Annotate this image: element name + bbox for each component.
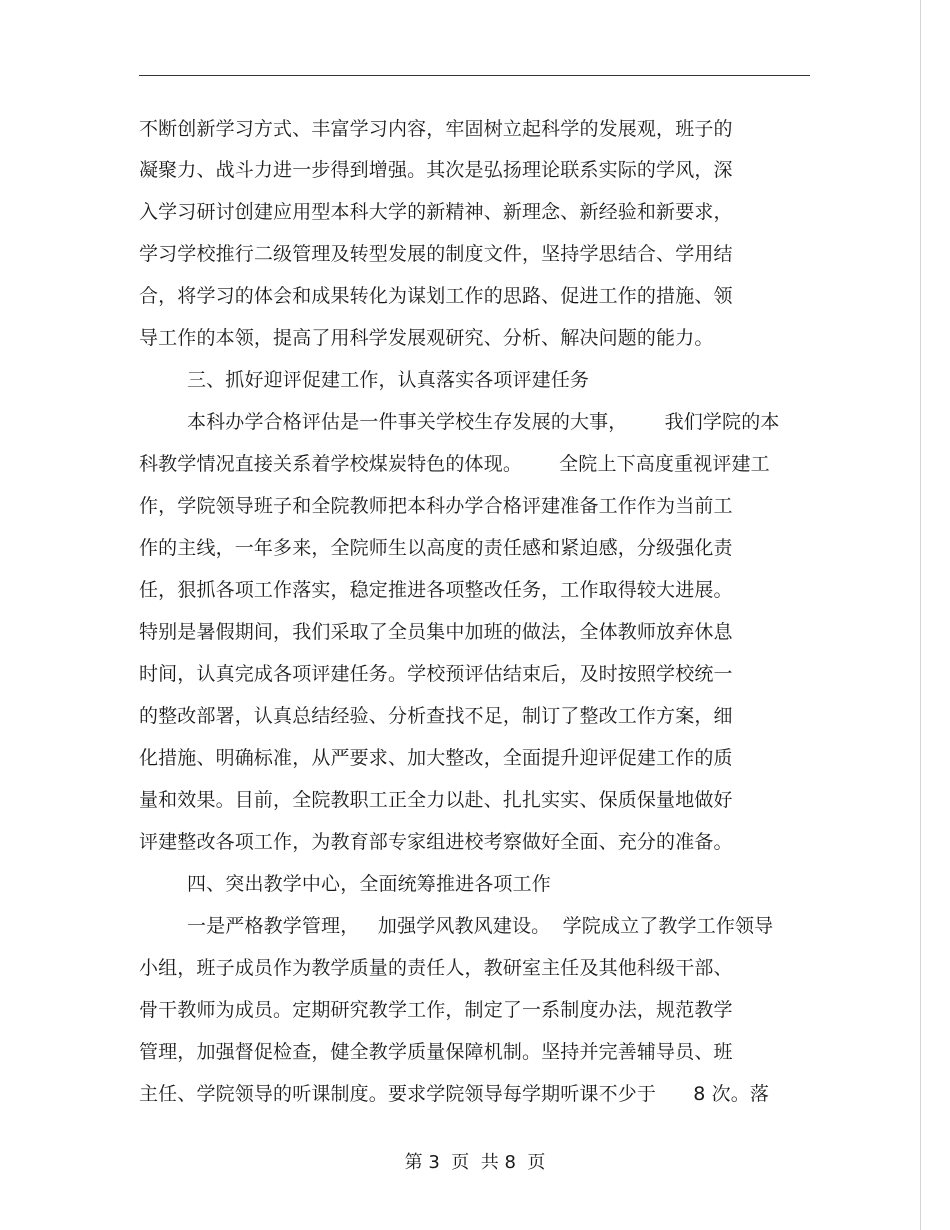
text-line: 不断创新学习方式、丰富学习内容，牢固树立起科学的发展观，班子的 (139, 118, 733, 140)
page-footer: 第 3 页 共 8 页 (404, 1152, 546, 1173)
text-line: 作的主线，一年多来，全院师生以高度的责任感和紧迫感，分级强化责 (139, 537, 733, 559)
text-line: 学习学校推行二级管理及转型发展的制度文件，坚持学思结合、学用结 (139, 243, 733, 265)
text-line: 骨干教师为成员。定期研究教学工作，制定了一系制度办法，规范教学 (139, 999, 733, 1021)
text-line: 化措施、明确标准，从严要求、加大整改，全面提升迎评促建工作的质 (139, 747, 733, 769)
text-line: 时间，认真完成各项评建任务。学校预评估结束后，及时按照学校统一 (139, 663, 733, 685)
text-line: 本科办学合格评估是一件事关学校生存发展的大事， 我们学院的本 (187, 411, 780, 433)
text-line: 入学习研讨创建应用型本科大学的新精神、新理念、新经验和新要求， (139, 201, 733, 223)
page-edge-divider (920, 0, 921, 1230)
text-line: 合，将学习的体会和成果转化为谋划工作的思路、促进工作的措施、领 (139, 285, 733, 307)
text-line: 的整改部署，认真总结经验、分析查找不足，制订了整改工作方案，细 (139, 705, 733, 727)
header-rule (139, 75, 810, 76)
text-line: 作，学院领导班子和全院教师把本科办学合格评建准备工作作为当前工 (139, 495, 733, 517)
text-line: 小组，班子成员作为教学质量的责任人，教研室主任及其他科级干部、 (139, 957, 733, 979)
text-line: 一是严格教学管理， 加强学风教风建设。 学院成立了教学工作领导 (187, 915, 774, 937)
text-line: 科教学情况直接关系着学校煤炭特色的体现。 全院上下高度重视评建工 (139, 453, 770, 475)
section-heading: 四、突出教学中心，全面统筹推进各项工作 (187, 873, 551, 895)
text-line: 任，狠抓各项工作落实，稳定推进各项整改任务，工作取得较大进展。 (139, 579, 733, 601)
text-line: 凝聚力、战斗力进一步得到增强。其次是弘扬理论联系实际的学风，深 (139, 159, 733, 181)
text-line: 量和效果。目前，全院教职工正全力以赴、扎扎实实、保质保量地做好 (139, 789, 733, 811)
text-line: 导工作的本领，提高了用科学发展观研究、分析、解决问题的能力。 (139, 327, 714, 349)
text-line: 评建整改各项工作，为教育部专家组进校考察做好全面、充分的准备。 (139, 831, 733, 853)
section-heading: 三、抓好迎评促建工作，认真落实各项评建任务 (187, 369, 590, 391)
text-line: 特别是暑假期间，我们采取了全员集中加班的做法，全体教师放弃休息 (139, 621, 733, 643)
text-line: 主任、学院领导的听课制度。要求学院领导每学期听课不少于 8 次。落 (139, 1083, 770, 1105)
text-line: 管理，加强督促检查，健全教学质量保障机制。坚持并完善辅导员、班 (139, 1041, 733, 1063)
